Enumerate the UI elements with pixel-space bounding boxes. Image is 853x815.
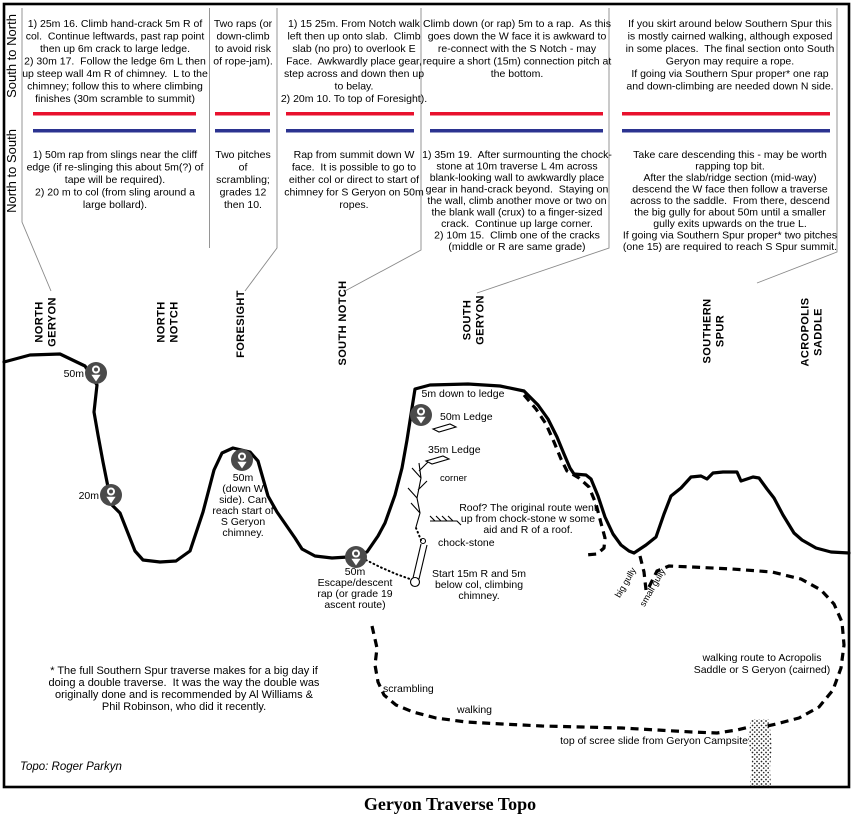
peak-label-south-geryon: SOUTH [461,299,474,341]
label-35m-ledge: 35m Ledge [428,444,481,456]
blue-bar-col3 [286,129,414,133]
label-small-gully: small gully [637,566,668,609]
label-scrambling: scrambling [383,683,434,695]
scree-slide-texture [748,719,772,786]
route-desc-s2n-col3: 1) 15 25m. From Notch walk left then up onto slab. Climb slab (no pro) to overlook E Face. Awkwardly place gear, step across and down then up to belay. 2) 20m 10. To top of Foresight). [280,18,428,105]
ledge-35m-symbol [426,456,449,464]
direction-label-north-to-south: North to South [4,129,19,213]
page-title: Geryon Traverse Topo [363,794,537,814]
peak-label-acropolis-saddle: SADDLE [812,308,825,356]
blue-bar-col1 [33,129,196,133]
route-desc-n2s-col2: Two pitches of scrambling; grades 12 then 10. [215,149,271,211]
route-desc-s2n-col2: Two raps (or down-climb to avoid risk of rope-jam). [213,18,273,68]
route-desc-n2s-col1: 1) 50m rap from slings near the cliff edge (if re-slinging this about 5m(?) of tape will be required). 2) 20 m to col (from sling around a large bollard). [26,149,204,211]
direction-label-south-to-north: South to North [4,14,19,98]
chimney-symbol [413,544,427,579]
big-gully-route [640,556,646,590]
label-walking: walking [457,704,493,716]
label-5m-down-to-ledge: 5m down to ledge [421,388,505,400]
credit: Topo: Roger Parkyn [20,761,122,773]
red-bar-col1 [33,112,196,116]
corner-to-chockstone-dots [416,528,421,540]
label-foresight-rap: 50m (down W side). Can reach start of S Geryon chimney. [212,472,274,539]
route-desc-s2n-col5: If you skirt around below Southern Spur this is mostly cairned walking, although exposed in some places. The final section onto South Geryon may require a rope. If going via Southern Spur proper* one rap and down-climbing are needed down N side. [625,18,835,93]
route-desc-s2n-col1: 1) 25m 16. Climb hand-crack 5m R of col. Continue leftwards, past rap point then up 6m crack to large ledge. 2) 30m 17. Follow the ledge 6m L then up steep wall 4m R of chimney. L to the chimney; follow this to where climbing finishes (30m scramble to summit) [22,18,208,105]
separator-bars [33,112,830,133]
label-corner: corner [440,473,467,484]
rappel-anchor-icon-north-geryon-20m [100,484,122,506]
route-desc-n2s-col4: 1) 35m 19. After surmounting the chock-stone at 10m traverse L 4m across blank-looking wall to awkwardly place gear in hand-crack beyond. Staying on the wall, climb another move or two on the blank wall (crux) to a finger-sized crack. Continue up large corner. 2) 10m 15. Climb one of the cracks (middle or R are same grade) [422,149,612,253]
rappel-anchor-icon-foresight [231,449,253,471]
red-bar-col4 [430,112,603,116]
label-chockstone: chock-stone [438,537,495,549]
label-walking-route-acropolis: walking route to Acropolis Saddle or S Geryon (cairned) [693,652,831,676]
peak-label-north-geryon: GERYON [46,297,59,347]
peak-label-south-notch: SOUTH NOTCH [337,280,349,366]
walking-route-acropolis [649,566,844,727]
rappel-anchor-icon-south-notch-escape [345,546,367,568]
blue-bar-col4 [430,129,603,133]
label-50m-ledge: 50m Ledge [440,411,493,423]
ridge-profile-line [4,354,849,562]
peak-label-southern-spur: SPUR [714,314,727,348]
chockstone-symbol [421,539,426,544]
peak-label-north-notch: NORTH [155,301,168,343]
red-bar-col5 [622,112,830,116]
rappel-anchor-icon-north-geryon-50m [85,362,107,384]
walking-route-bottom [372,626,749,733]
label-rap-20m: 20m [78,490,99,502]
peak-label-acropolis-saddle: ACROPOLIS [799,297,812,367]
footnote: * The full Southern Spur traverse makes for a big day if doing a double traverse. It was the way the double was originally done and is recommended by Al Williams & Phil Robinson, who did it recently. [48,665,320,713]
label-scree-top: top of scree slide from Geryon Campsite [560,735,748,747]
route-descriptions [22,18,837,253]
route-desc-s2n-col4: Climb down (or rap) 5m to a rap. As this goes down the W face it is awkward to re-connect with the S Notch - may require a short (15m) connection pitch at the bottom. [422,18,612,80]
label-big-gully: big gully [612,565,638,600]
corner-crack-symbol [408,462,428,527]
peak-label-foresight: FORESIGHT [235,290,247,358]
peak-label-south-geryon: GERYON [474,295,487,345]
label-roof-note: Roof? The original route went up from chock-stone w some aid and R of a roof. [459,502,597,536]
route-desc-n2s-col5: Take care descending this - may be worth rapping top bit. After the slab/ridge section (mid-way) descend the W face then follow a traverse across to the saddle. From there, descend the big gully for about 50m until a smaller gully exits upwards on the true L. If going via Southern Spur proper* two pitches (one 15) are required to reach S Spur summit. [622,149,838,253]
label-escape-rap: 50m Escape/descent rap (or grade 19 ascent route) [317,566,393,611]
peak-label-southern-spur: SOUTHERN [701,298,714,364]
roof-symbol [430,516,461,525]
route-desc-n2s-col3: Rap from summit down W face. It is possible to go to either col or direct to start of chimney for S Geryon on 50m ropes. [284,149,424,211]
red-bar-col2 [215,112,270,116]
red-bar-col3 [286,112,414,116]
blue-bar-col2 [215,129,270,133]
peak-label-north-geryon: NORTH [33,301,46,343]
label-chimney-start: Start 15m R and 5m below col, climbing chimney. [432,568,526,602]
peak-label-north-notch: NOTCH [168,301,181,343]
label-rap-50m: 50m [63,368,84,380]
blue-bar-col5 [622,129,830,133]
ledge-50m-symbol [433,424,456,432]
chimney-start-circle [411,578,420,587]
peak-labels [34,280,825,366]
rappel-anchor-icon-south-geryon-ledge [410,404,432,426]
